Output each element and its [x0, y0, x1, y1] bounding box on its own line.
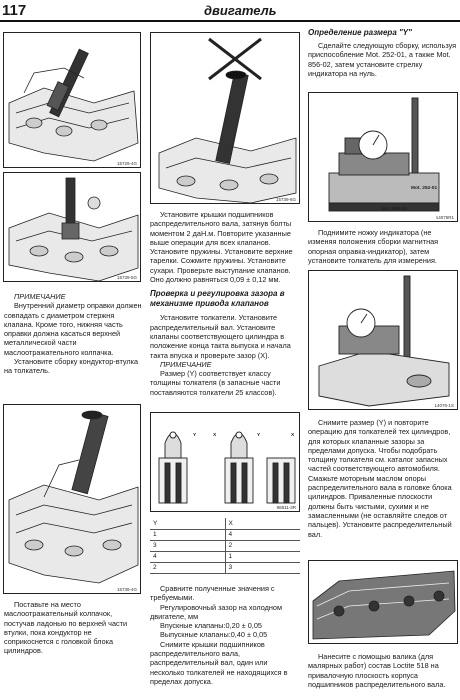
tool-label-856: Mot. 856-02 [381, 207, 408, 212]
table-row [150, 540, 300, 551]
figure-code: 14076-1S [434, 403, 454, 408]
figure-code: 86811-3R [276, 505, 296, 510]
table-header-row [150, 518, 300, 529]
right-text-block-3 [308, 418, 458, 539]
fig-letter-y2: Y [257, 433, 261, 438]
raise-indicator-text: Поднимите ножку индикатора (не изменяя положения сборки магнитная опорная оправка-индикатор), затем установите толкатель для измерения. [308, 228, 439, 265]
camshaft-cap-text: Установите крышки подшипников распределительного вала, затянув болты моментом 2 даН.м. Повторите указанные выше операции для всех клапанов. Установите пружины. Установите верхние тарелки. Сожмите пружины. Установите сухари. Проверьте выступание клапанов. Оно должно равняться 0,09 ± 0,12 мм. [150, 210, 293, 285]
table-cell: 4 [150, 551, 225, 562]
figure-valve-seal-install [3, 404, 141, 594]
table-row [150, 562, 300, 573]
table-cell: 2 [150, 562, 225, 573]
figure-code: 15739-4G [116, 587, 137, 592]
table-row [150, 551, 300, 562]
tappet-clearance-diagram [151, 413, 300, 512]
measure-indicator-illustration [309, 271, 458, 410]
table-cell: 1 [150, 529, 225, 540]
figure-code: 15739-5G [116, 275, 137, 280]
figure-camshaft-tool [150, 32, 300, 204]
figure-clearance-xy [150, 412, 300, 512]
fig-letter-x2: X [291, 433, 295, 438]
tool-illustration [151, 33, 300, 204]
figure-dial-indicator-measure [308, 270, 458, 410]
intake-clearance: Впускные клапаны:0,20 ± 0,05 [160, 621, 262, 631]
fig-letter-x1: X [213, 433, 217, 438]
left-bottom-text [4, 600, 142, 656]
table-cell: 4 [225, 529, 300, 540]
note-label-2: ПРИМЕЧАНИЕ [160, 359, 212, 369]
figure-code: 14075R1 [435, 215, 454, 220]
loctite-text: Нанесите с помощью валика (для малярных работ) состав Loctite 518 на привалочную плоскость корпуса подшипников распределительного вала. [308, 652, 446, 689]
remove-caps-text: Снимите крышки подшипников распределительного вала, распределительный вал, один или несколько толкателей не находящихся в пределах допуска. [150, 639, 288, 686]
dial-indicator-illustration [309, 93, 458, 222]
right-text-block-2 [308, 228, 458, 265]
seal-install-text: Поставьте на место маслоотражательный колпачок, постучав ладонью по верхней части втулки, пока кондуктор не соприкоснется с головкой блока цилиндров. [4, 600, 128, 656]
compare-text: Сравните полученные значения с требуемыми. [150, 584, 275, 603]
note-label: ПРИМЕЧАНИЕ [14, 292, 66, 301]
page-header [0, 0, 460, 22]
section-title: двигатель [204, 3, 277, 18]
dimension-y-heading: Определение размера "Y" [308, 28, 412, 37]
page-number: 117 [2, 2, 27, 19]
mid-text-block-2 [150, 584, 300, 686]
table-cell: 3 [225, 562, 300, 573]
fig-letter-y1: Y [193, 433, 197, 438]
valve-clearance-heading: Проверка и регулировка зазора в механизме привода клапанов [150, 289, 285, 309]
figure-dial-indicator-zero [308, 92, 458, 222]
figure-valve-mandrel-1 [3, 32, 141, 168]
engine-head-illustration-3 [4, 405, 141, 594]
clearance-check-text: Установите толкатели. Установите распределительный вал. Установите клапаны соответствующего цилиндра в положение конца такта выпуска и начала такта впуска и проверьте зазор (X). [150, 313, 291, 360]
table-cell: 1 [225, 551, 300, 562]
figure-code: 15739-6G [275, 197, 296, 202]
figure-valve-mandrel-2 [3, 172, 141, 282]
table-header-y: Y [150, 518, 225, 529]
note-text-2: Размер (Y) соответствует классу толщины толкателя (в запасные части поставляются толкатели 25 классов). [150, 369, 281, 397]
right-text-block-4 [308, 652, 458, 689]
right-text-block-1 [308, 28, 458, 78]
mid-text-block-1 [150, 210, 300, 397]
install-text: Установите сборку кондуктор-втулка на толкатель. [4, 357, 139, 376]
clearance-table [150, 518, 300, 574]
table-cell: 3 [150, 540, 225, 551]
exhaust-clearance: Выпускные клапаны:0,40 ± 0,05 [160, 630, 268, 640]
table-row [150, 529, 300, 540]
cold-clearance-text: Регулировочный зазор на холодном двигателе, мм [150, 602, 282, 621]
engine-head-illustration-1 [4, 33, 141, 168]
measure-y-text: Снимите размер (Y) и повторите операцию для толкателей тех цилиндров, для которых клапанные зазоры за пределами допуска. Чтобы подобрать толщину толкателя см. каталог запасных частей соответствующего автомобиля. Смажьте моторным маслом опоры распределительного вала в головке блока цилиндров. Приваленные плоскости должны быть чистыми, сухими и не замасленными (не оставляйте следов от пальцев). Установите распределительный вал. [308, 418, 452, 539]
assembly-text: Сделайте следующую сборку, используя приспособление Mot. 252-01, а также Mot. 856-02, затем установите стрелку индикатора на нуль. [308, 41, 457, 78]
tool-label-252: Mot. 252-01 [411, 186, 438, 191]
table-cell: 2 [225, 540, 300, 551]
camshaft-housing-illustration [309, 561, 458, 644]
figure-camshaft-housing [308, 560, 458, 644]
engine-head-illustration-2 [4, 173, 141, 282]
table-header-x: X [225, 518, 300, 529]
figure-code: 15729-4G [116, 161, 137, 166]
note-text: Внутренний диаметр оправки должен совпадать с диаметром стержня клапана. Кроме того, нижняя часть оправки должна касаться верхней металлической части маслоотражательного колпачка. [4, 301, 142, 357]
left-note-block [4, 292, 142, 376]
